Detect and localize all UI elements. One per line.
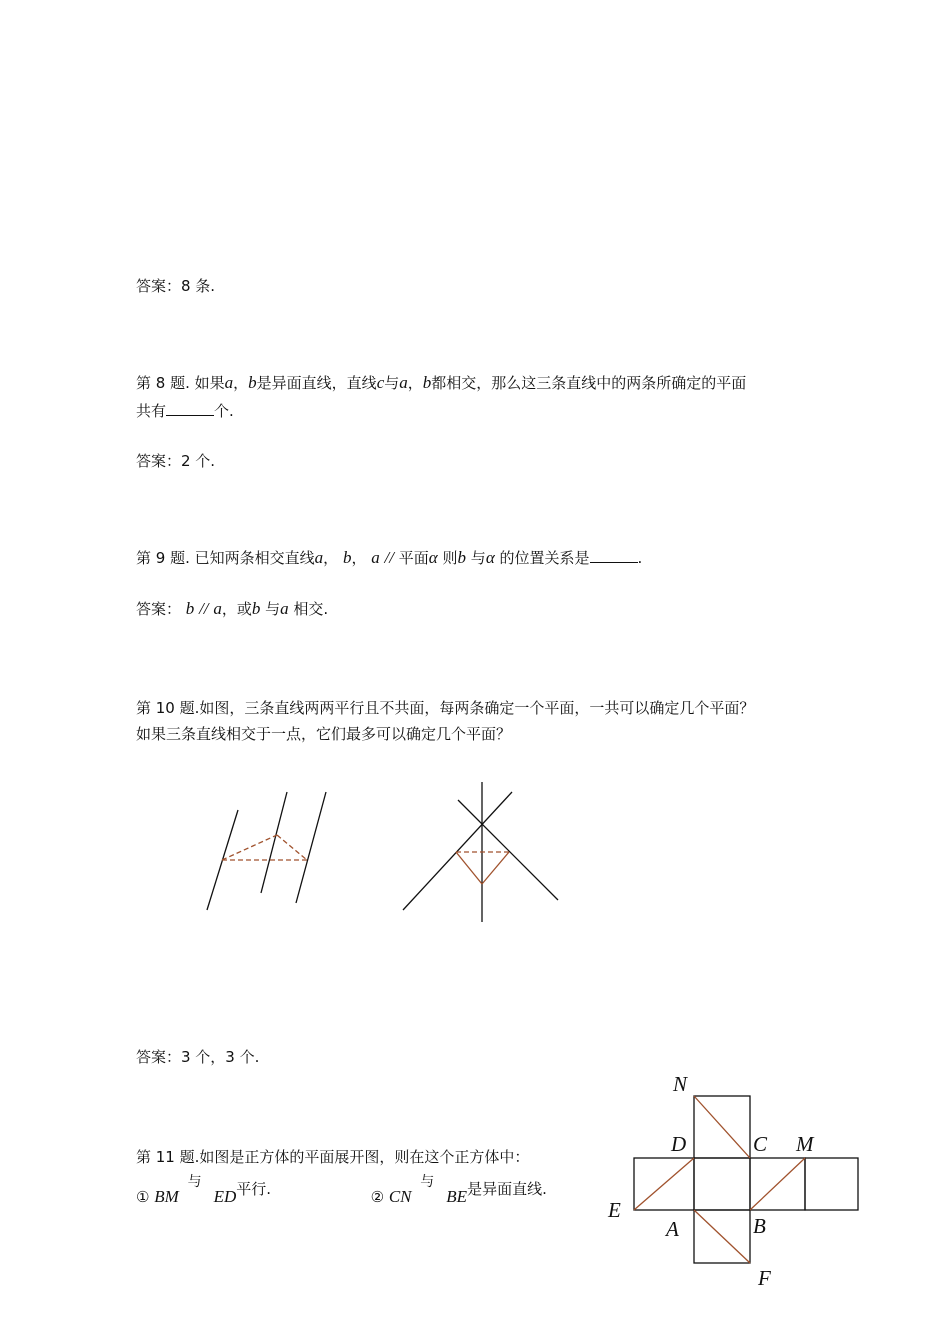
diag-BM <box>750 1158 805 1210</box>
q9-number: 第 9 题. <box>136 549 190 567</box>
q9-then: 则 <box>442 549 458 567</box>
q11-item1-a: BM <box>154 1187 179 1206</box>
q9-ans-with: 与 <box>265 600 281 618</box>
q8-var-b2: b <box>422 373 432 392</box>
diag-ED <box>634 1158 694 1210</box>
q9-with: 与 <box>470 549 486 567</box>
q9-ans-b2: b <box>251 599 261 618</box>
q9-answer-prefix: 答案： <box>136 600 182 618</box>
diag-AF <box>694 1210 750 1263</box>
q9-var-b: b <box>342 548 352 567</box>
q11-item1-rel: 与 <box>187 1174 202 1190</box>
q11-item2-rel: 与 <box>420 1174 435 1190</box>
label-E: E <box>608 1198 621 1222</box>
net-square-right2 <box>805 1158 858 1210</box>
q11-item2-tail: 是异面直线. <box>467 1180 547 1198</box>
q11-item2-a: CN <box>388 1187 412 1206</box>
q9-text-end: 的位置关系是 <box>499 549 590 567</box>
q8-number: 第 8 题. <box>136 374 190 392</box>
label-D: D <box>671 1132 687 1156</box>
q7-answer: 答案：8 条. <box>136 277 216 295</box>
q9-period: . <box>637 549 643 567</box>
label-B: B <box>753 1214 766 1238</box>
q9-sep1: ， <box>323 549 339 567</box>
q9-par: // <box>384 548 394 567</box>
q11-item1-b: ED <box>213 1187 237 1206</box>
q9-plane: 平面 <box>398 549 429 567</box>
q9-var-b2: b <box>457 548 467 567</box>
q8-answer: 答案：2 个. <box>136 452 216 470</box>
q8-text-d: 都相交，那么这三条直线中的两条所确定的平面 <box>431 374 747 392</box>
q8-text-b: 是异面直线，直线 <box>256 374 377 392</box>
q11-number: 第 11 题. <box>136 1148 200 1166</box>
q9-alpha: α <box>428 548 438 567</box>
q10-number: 第 10 题. <box>136 699 200 717</box>
q11-item1-tail: 平行. <box>236 1180 272 1198</box>
label-F: F <box>758 1266 771 1290</box>
q8-sep2: ， <box>407 374 423 392</box>
q11-text: 如图是正方体的平面展开图，则在这个正方体中： <box>199 1148 530 1166</box>
q9-text-a: 已知两条相交直线 <box>194 549 315 567</box>
q9-var-a2: a <box>371 548 380 567</box>
q9-sep2: ， <box>351 549 367 567</box>
q11-item2-marker: ② <box>370 1188 385 1206</box>
q9-ans-b: b <box>185 599 195 618</box>
q8-line2-a: 共有 <box>136 402 167 420</box>
label-M: M <box>796 1132 814 1156</box>
q10-question-line2: 如果三条直线相交于一点，它们最多可以确定几个平面？ <box>136 725 512 743</box>
net-square-center <box>694 1158 750 1210</box>
q9-ans-a2: a <box>280 599 289 618</box>
diag-NC <box>694 1096 750 1158</box>
q8-var-b: b <box>248 373 257 392</box>
q8-sep1: ， <box>233 374 249 392</box>
q8-var-c: c <box>376 373 385 392</box>
q11-item2-b: BE <box>446 1187 468 1206</box>
q9-ans-par: // <box>199 599 209 618</box>
q10-answer: 答案：3 个，3 个. <box>136 1048 260 1066</box>
q10-line1: 如图，三条直线两两平行且不共面，每两条确定一个平面，一共可以确定几个平面？ <box>199 699 755 717</box>
q8-text-a: 如果 <box>194 374 225 392</box>
q9-ans-a: a <box>213 599 222 618</box>
q9-var-a: a <box>314 548 324 567</box>
q8-var-a: a <box>224 373 234 392</box>
label-N: N <box>673 1072 688 1096</box>
label-C: C <box>753 1132 768 1156</box>
label-A: A <box>666 1217 679 1241</box>
q9-alpha2: α <box>485 548 495 567</box>
q9-ans-or: ，或 <box>221 600 252 618</box>
q9-ans-end: 相交. <box>293 600 329 618</box>
q8-text-c: 与 <box>384 374 400 392</box>
q8-var-a2: a <box>399 373 408 392</box>
q11-item1-marker: ① <box>136 1188 150 1206</box>
q8-line2-b: 个. <box>214 402 234 420</box>
